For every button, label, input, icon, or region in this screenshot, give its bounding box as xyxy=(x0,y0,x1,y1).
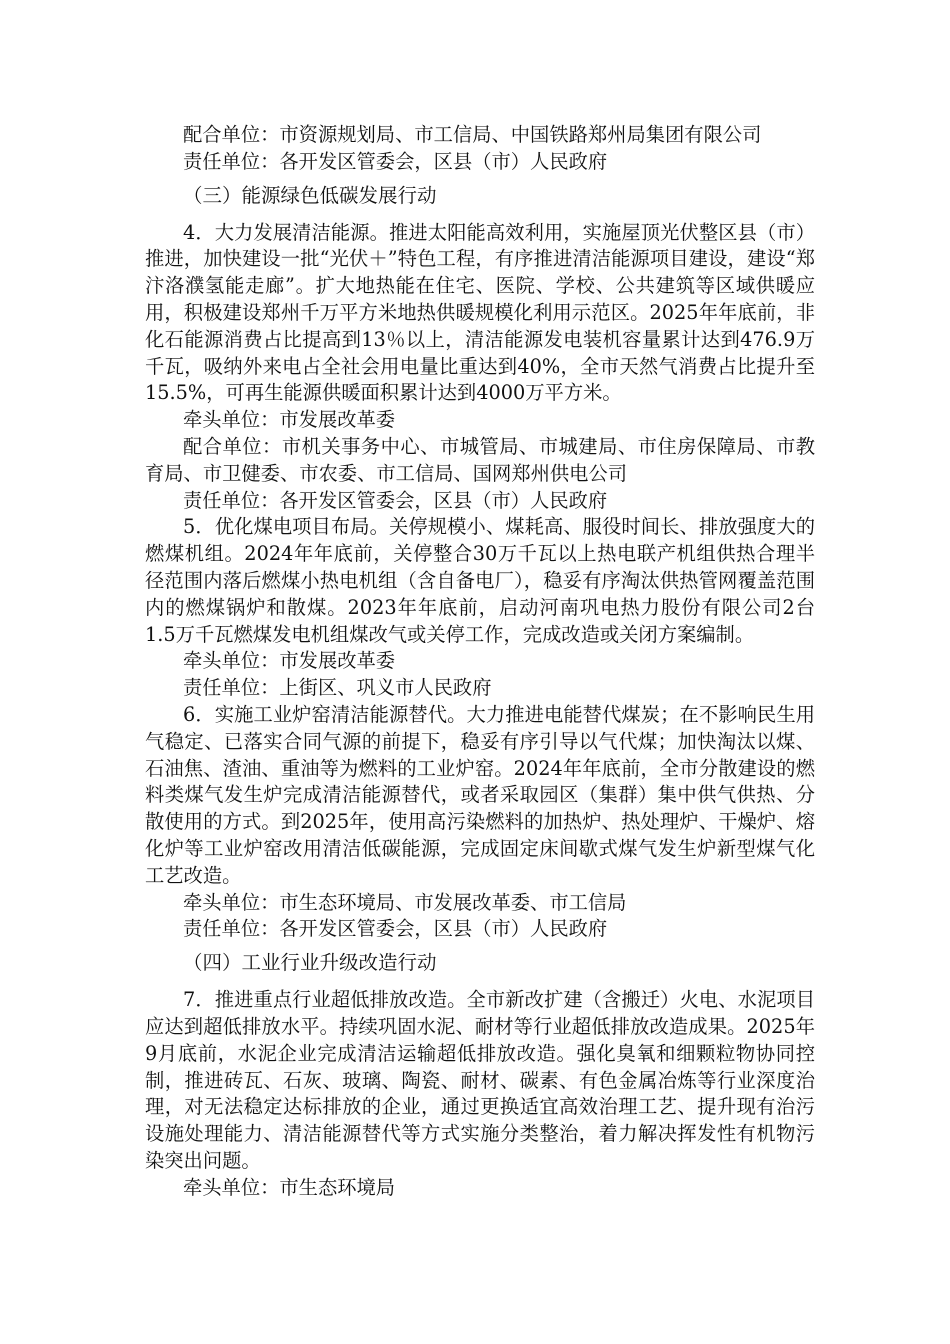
responsible-units-6: 责任单位：各开发区管委会，区县（市）人民政府 xyxy=(183,917,608,941)
item-5-paragraph: 5．优化煤电项目布局。关停规模小、煤耗高、服役时间长、排放强度大的燃煤机组。2024年年底前，关停整合30万千瓦以上热电联产机组供热合理半径范围内落后燃煤小热电机组（含自备电厂），稳妥有序淘汰供热管网覆盖范围内的燃煤锅炉和散煤。2023年年底前，启动河南巩电热力股份有限公司2台1.5万千瓦燃煤发电机组煤改气或关停工作，完成改造或关闭方案编制。 xyxy=(145,515,815,646)
section-heading-4: （四）工业行业升级改造行动 xyxy=(183,951,437,975)
responsible-units-5: 责任单位：上街区、巩义市人民政府 xyxy=(183,676,492,700)
responsible-units-4: 责任单位：各开发区管委会，区县（市）人民政府 xyxy=(183,488,608,512)
lead-unit-5: 牵头单位：市发展改革委 xyxy=(183,649,396,673)
lead-unit-7: 牵头单位：市生态环境局 xyxy=(183,1175,396,1199)
lead-unit-6: 牵头单位：市生态环境局、市发展改革委、市工信局 xyxy=(183,890,627,914)
item-6-paragraph: 6．实施工业炉窑清洁能源替代。大力推进电能替代煤炭；在不影响民生用气稳定、已落实合同气源的前提下，稳妥有序引导以气代煤；加快淘汰以煤、石油焦、渣油、重油等为燃料的工业炉窑。2024年年底前，全市分散建设的燃料类煤气发生炉完成清洁能源替代，或者采取园区（集群）集中供气供热、分散使用的方式。到2025年，使用高污染燃料的加热炉、热处理炉、干燥炉、熔化炉等工业炉窑改用清洁低碳能源，完成固定床间歇式煤气发生炉新型煤气化工艺改造。 xyxy=(145,702,815,887)
section-heading-3: （三）能源绿色低碳发展行动 xyxy=(183,183,437,207)
item-4-paragraph: 4．大力发展清洁能源。推进太阳能高效利用，实施屋顶光伏整区县（市）推进，加快建设一批“光伏＋”特色工程，有序推进清洁能源项目建设，建设“郑汴洛濮氢能走廊”。扩大地热能在住宅、医院、学校、公共建筑等区域供暖应用，积极建设郑州千万平方米地热供暖规模化利用示范区。2025年年底前，非化石能源消费占比提高到13％以上，清洁能源发电装机容量累计达到476.9万千瓦，吸纳外来电占全社会用电量比重达到40%，全市天然气消费占比提升至15.5%，可再生能源供暖面积累计达到4000万平方米。 xyxy=(145,220,815,405)
lead-unit-4: 牵头单位：市发展改革委 xyxy=(183,408,396,432)
responsible-units-1: 责任单位：各开发区管委会，区县（市）人民政府 xyxy=(183,149,608,173)
document-body xyxy=(145,122,815,1201)
cooperating-units-1: 配合单位：市资源规划局、市工信局、中国铁路郑州局集团有限公司 xyxy=(183,123,762,146)
cooperating-units-4: 配合单位：市机关事务中心、市城管局、市城建局、市住房保障局、市教育局、市卫健委、市农委、市工信局、国网郑州供电公司 xyxy=(145,434,815,485)
item-7-paragraph: 7．推进重点行业超低排放改造。全市新改扩建（含搬迁）火电、水泥项目应达到超低排放水平。持续巩固水泥、耐材等行业超低排放改造成果。2025年9月底前，水泥企业完成清洁运输超低排放改造。强化臭氧和细颗粒物协同控制，推进砖瓦、石灰、玻璃、陶瓷、耐材、碳素、有色金属冶炼等行业深度治理，对无法稳定达标排放的企业，通过更换适宜高效治理工艺、提升现有治污设施处理能力、清洁能源替代等方式实施分类整治，着力解决挥发性有机物污染突出问题。 xyxy=(145,988,815,1172)
